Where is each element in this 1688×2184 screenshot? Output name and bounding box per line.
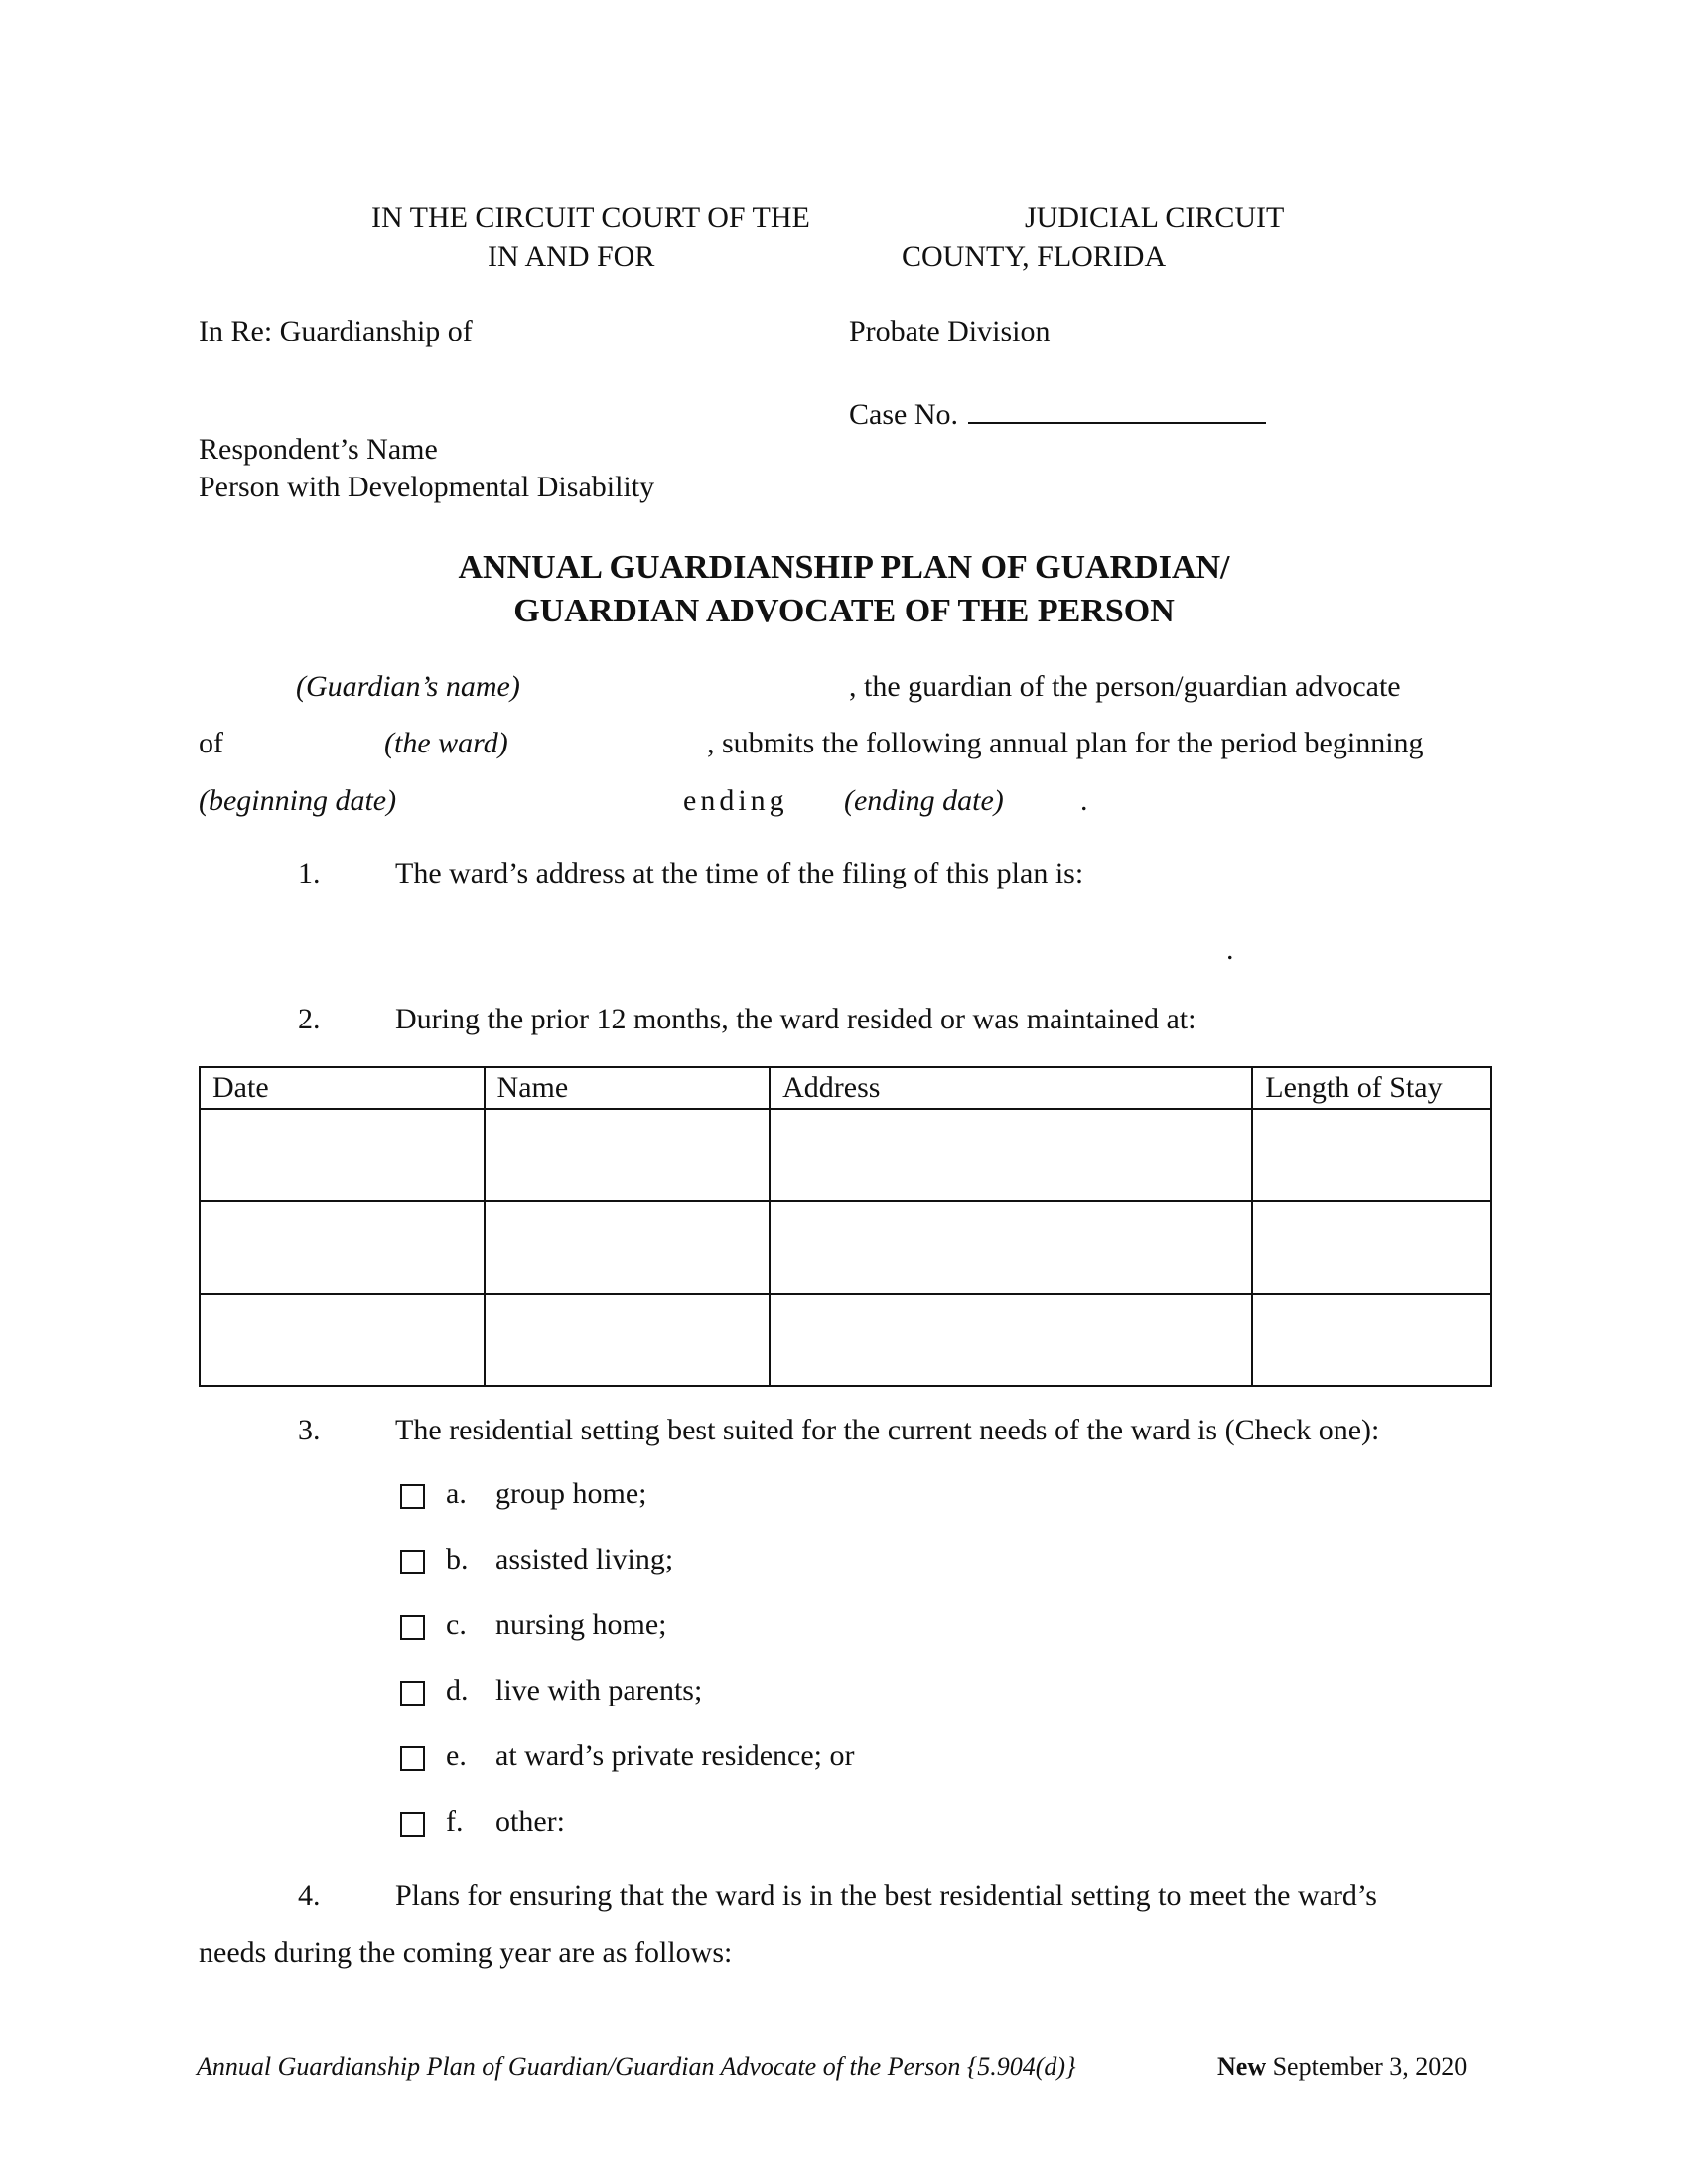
case-number-label: Case No. xyxy=(849,398,958,431)
option-c-letter: c. xyxy=(446,1608,467,1641)
intro-of: of xyxy=(199,727,223,759)
checkbox-assisted-living[interactable] xyxy=(400,1550,425,1574)
footer-date: September 3, 2020 xyxy=(1272,2052,1468,2081)
item-1-text: The ward’s address at the time of the filing of this plan is: xyxy=(395,857,1084,889)
table-cell[interactable] xyxy=(200,1294,485,1386)
option-a-letter: a. xyxy=(446,1477,467,1510)
item-1-period: . xyxy=(1226,933,1234,966)
table-header-name: Name xyxy=(485,1067,771,1109)
intro-period: . xyxy=(1080,784,1088,817)
intro-text-2: , submits the following annual plan for the period beginning xyxy=(707,727,1424,759)
table-header-date: Date xyxy=(200,1067,485,1109)
beginning-date-placeholder[interactable]: (beginning date) xyxy=(199,784,397,817)
court-header-right-1: JUDICIAL CIRCUIT xyxy=(1025,202,1285,234)
table-cell[interactable] xyxy=(485,1201,771,1294)
ward-name-placeholder[interactable]: (the ward) xyxy=(384,727,508,759)
item-4-text-continued: needs during the coming year are as follows: xyxy=(199,1936,733,1969)
item-4-text: Plans for ensuring that the ward is in the best residential setting to meet the ward’s xyxy=(395,1879,1377,1912)
option-f-label: other: xyxy=(495,1805,565,1838)
guardian-name-placeholder[interactable]: (Guardian’s name) xyxy=(296,670,520,703)
item-2-text: During the prior 12 months, the ward resided or was maintained at: xyxy=(395,1003,1196,1035)
table-cell[interactable] xyxy=(770,1109,1252,1201)
checkbox-nursing-home[interactable] xyxy=(400,1615,425,1640)
item-1-number: 1. xyxy=(298,857,321,889)
option-e-label: at ward’s private residence; or xyxy=(495,1739,855,1772)
table-row xyxy=(200,1109,1491,1201)
table-cell[interactable] xyxy=(485,1109,771,1201)
table-cell[interactable] xyxy=(200,1201,485,1294)
table-cell[interactable] xyxy=(770,1294,1252,1386)
in-re-label: In Re: Guardianship of xyxy=(199,315,473,347)
respondent-name-label: Respondent’s Name xyxy=(199,433,438,466)
table-cell[interactable] xyxy=(1252,1201,1491,1294)
option-a-label: group home; xyxy=(495,1477,647,1510)
court-header-left-2: IN AND FOR xyxy=(488,240,655,273)
checkbox-other[interactable] xyxy=(400,1812,425,1837)
table-cell[interactable] xyxy=(770,1201,1252,1294)
footer-revision xyxy=(1217,2052,1467,2082)
option-f-letter: f. xyxy=(446,1805,464,1838)
option-d-letter: d. xyxy=(446,1674,469,1706)
document-title-line-1: ANNUAL GUARDIANSHIP PLAN OF GUARDIAN/ xyxy=(458,549,1230,586)
ending-date-placeholder[interactable]: (ending date) xyxy=(844,784,1004,817)
item-4-number: 4. xyxy=(298,1879,321,1912)
table-row xyxy=(200,1201,1491,1294)
option-b-label: assisted living; xyxy=(495,1543,674,1575)
document-title-line-2: GUARDIAN ADVOCATE OF THE PERSON xyxy=(513,593,1175,629)
residence-table xyxy=(199,1066,1492,1387)
case-number-blank[interactable] xyxy=(968,394,1266,424)
table-cell[interactable] xyxy=(1252,1294,1491,1386)
option-c-label: nursing home; xyxy=(495,1608,667,1641)
item-3-text: The residential setting best suited for the current needs of the ward is (Check one): xyxy=(395,1414,1380,1446)
item-2-number: 2. xyxy=(298,1003,321,1035)
checkbox-private-residence[interactable] xyxy=(400,1746,425,1771)
item-3-number: 3. xyxy=(298,1414,321,1446)
checkbox-group-home[interactable] xyxy=(400,1484,425,1509)
division-label: Probate Division xyxy=(849,315,1051,347)
intro-ending: ending xyxy=(683,784,788,817)
footer-new-label: New xyxy=(1217,2052,1267,2081)
respondent-description: Person with Developmental Disability xyxy=(199,471,655,503)
table-header-address: Address xyxy=(770,1067,1252,1109)
court-header-left-1: IN THE CIRCUIT COURT OF THE xyxy=(371,202,810,234)
intro-text-1: , the guardian of the person/guardian advocate xyxy=(849,670,1401,703)
court-header-right-2: COUNTY, FLORIDA xyxy=(902,240,1167,273)
table-cell[interactable] xyxy=(200,1109,485,1201)
checkbox-live-with-parents[interactable] xyxy=(400,1681,425,1706)
table-cell[interactable] xyxy=(485,1294,771,1386)
option-e-letter: e. xyxy=(446,1739,467,1772)
table-cell[interactable] xyxy=(1252,1109,1491,1201)
footer-form-name: Annual Guardianship Plan of Guardian/Guardian Advocate of the Person {5.904(d)} xyxy=(197,2052,1076,2081)
case-number-field xyxy=(849,394,1266,433)
table-row xyxy=(200,1294,1491,1386)
table-header-length-of-stay: Length of Stay xyxy=(1252,1067,1491,1109)
option-b-letter: b. xyxy=(446,1543,469,1575)
table-header-row xyxy=(200,1067,1491,1109)
option-d-label: live with parents; xyxy=(495,1674,703,1706)
